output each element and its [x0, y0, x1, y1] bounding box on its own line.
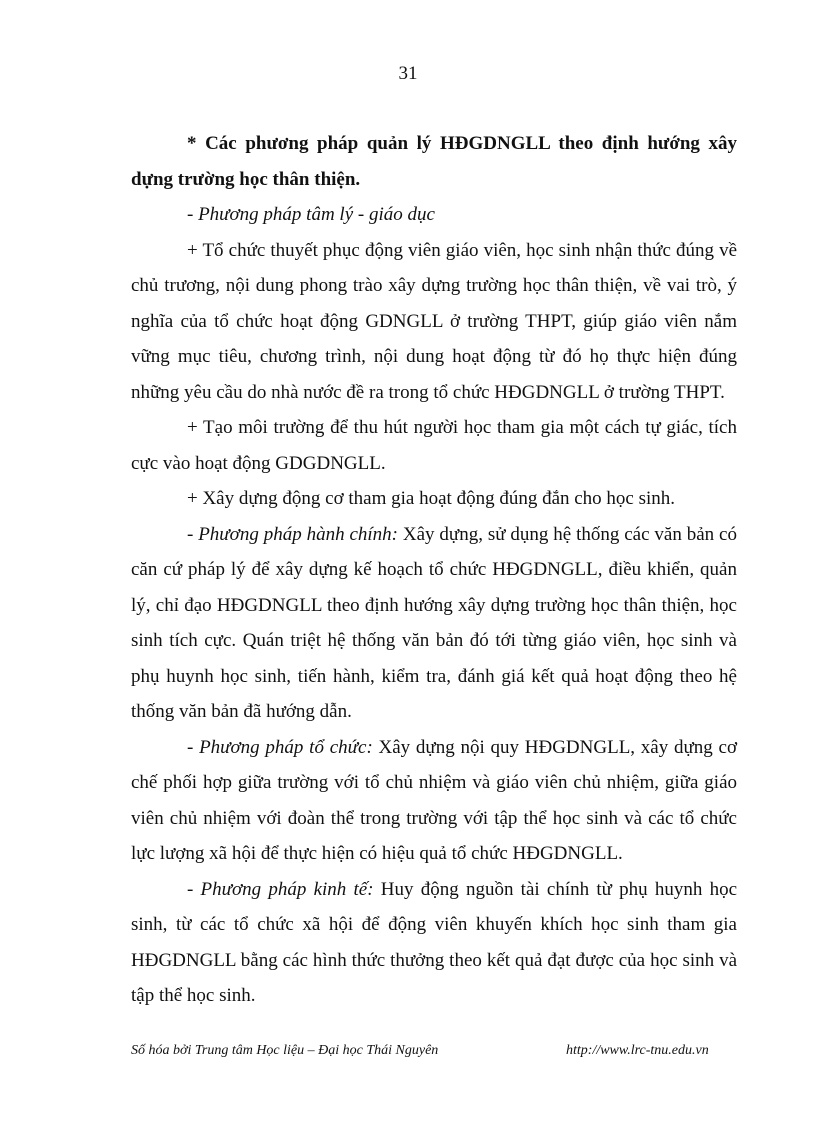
org-method-paragraph	[131, 730, 737, 872]
page-number: 31	[398, 63, 418, 84]
org-method-title: - Phương pháp tổ chức:	[187, 736, 373, 758]
psych-method-title: - Phương pháp tâm lý - giáo dục	[187, 204, 435, 225]
document-body	[131, 126, 737, 1014]
section-heading: * Các phương pháp quản lý HĐGDNGLL theo định hướng xây dựng trường học thân thiện.	[131, 133, 737, 190]
org-method-text: Xây dựng nội quy HĐGDNGLL, xây dựng cơ chế phối hợp giữa trường với tổ chủ nhiệm và giáo viên chủ nhiệm, giữa giáo viên chủ nhiệm với đoàn thể trong trường với tập thể học sinh và các tổ chức lực lượng xã hội để thực hiện có hiệu quả tổ chức HĐGDNGLL.	[131, 736, 738, 864]
admin-method-paragraph	[131, 517, 737, 730]
econ-method-paragraph	[131, 872, 737, 1014]
econ-method-text: Huy động nguồn tài chính từ phụ huynh học sinh, từ các tổ chức xã hội để động viên khuyến khích học sinh tham gia HĐGDNGLL bằng các hình thức thưởng theo kết quả đạt được của học sinh và tập thể học sinh.	[131, 878, 738, 1006]
econ-method-title: - Phương pháp kinh tế:	[187, 878, 374, 900]
admin-method-text: Xây dựng, sử dụng hệ thống các văn bản có căn cứ pháp lý để xây dựng kế hoạch tổ chức HĐGDNGLL, điều khiển, quản lý, chỉ đạo HĐGDNGLL theo định hướng xây dựng trường học thân thiện, học sinh tích cực. Quán triệt hệ thống văn bản đó tới từng giáo viên, học sinh và phụ huynh học sinh, tiến hành, kiểm tra, đánh giá kết quả hoạt động theo hệ thống văn bản đã hướng dẫn.	[131, 523, 737, 722]
footer-url: http://www.lrc-tnu.edu.vn	[566, 1043, 709, 1058]
admin-method-title: - Phương pháp hành chính:	[187, 523, 398, 545]
psych-method-item: + Tổ chức thuyết phục động viên giáo viên, học sinh nhận thức đúng về chủ trương, nội dung phong trào xây dựng trường học thân thiện, về vai trò, ý nghĩa của tổ chức hoạt động GDNGLL ở trường THPT, giúp giáo viên nắm vững mục tiêu, chương trình, nội dung hoạt động từ đó họ thực hiện đúng những yêu cầu do nhà nước đề ra trong tổ chức HĐGDNGLL ở trường THPT.	[131, 239, 737, 403]
psych-method-item: + Xây dựng động cơ tham gia hoạt động đúng đắn cho học sinh.	[187, 488, 676, 509]
psych-method-item: + Tạo môi trường để thu hút người học tham gia một cách tự giác, tích cực vào hoạt động GDGDNGLL.	[131, 417, 737, 474]
footer-source: Số hóa bởi Trung tâm Học liệu – Đại học Thái Nguyên	[131, 1043, 439, 1058]
